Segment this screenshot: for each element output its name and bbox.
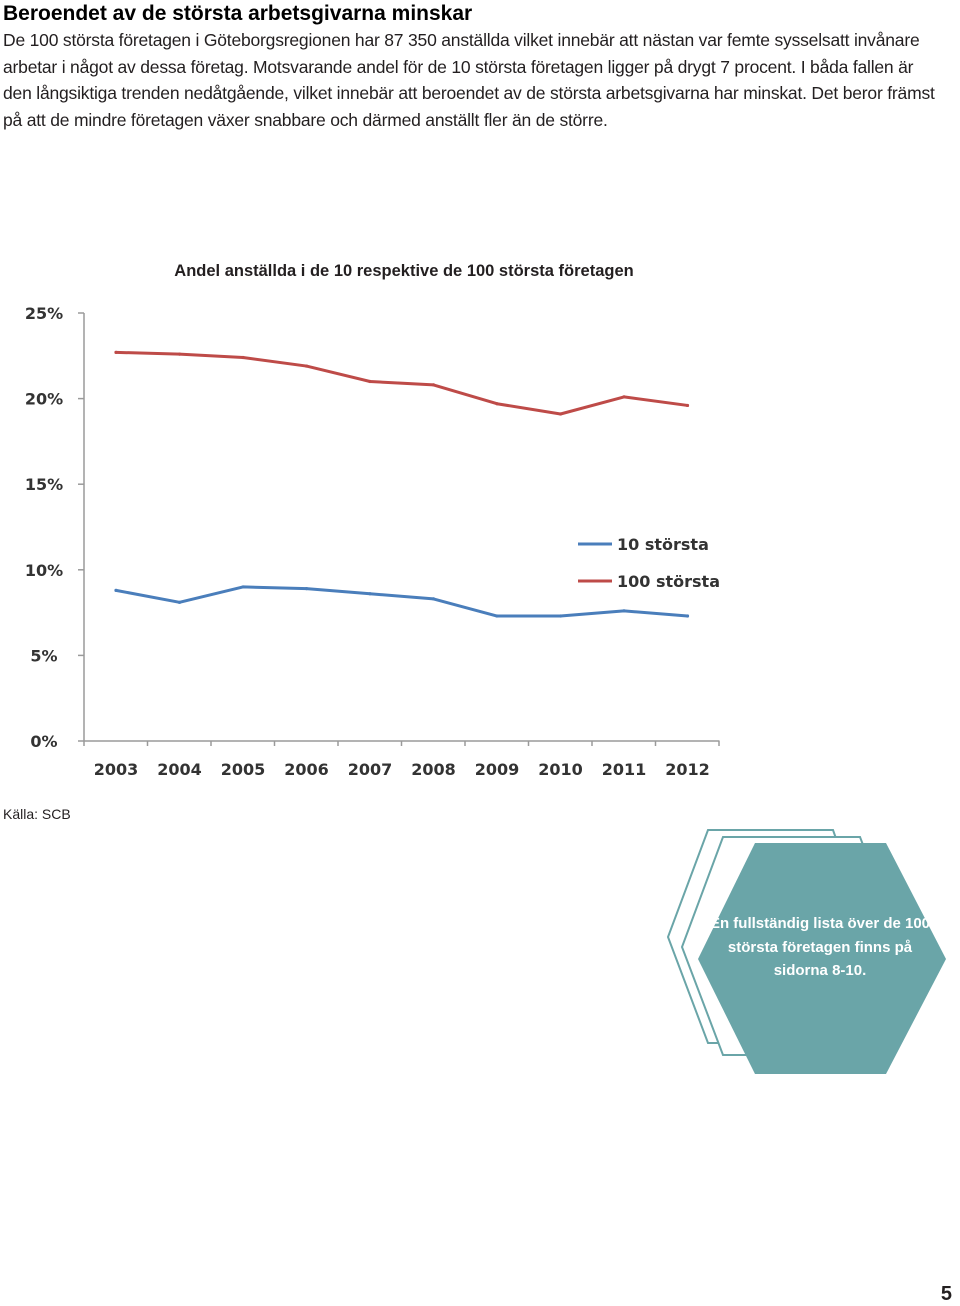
y-tick-label: 15% [24, 475, 64, 495]
data-point-10-största [178, 601, 181, 604]
y-tick-label: 20% [24, 389, 64, 409]
y-tick-label: 0% [30, 732, 58, 751]
intro-paragraph: De 100 största företagen i Göteborgsregionen har 87 350 anställda vilket innebär att nästan var femte sysselsatt invånare arbetar i något av dessa företag. Motsvarande andel för de 10 största företagen ligger på drygt 7 procent. I båda fallen är den långsiktiga trenden nedåtgående, vilket innebär att beroendet av de största arbetsgivarna har minskat. Det beror främst på att de mindre företagen växer snabbare och därmed anställt fler än de större. [3, 30, 935, 130]
line-chart [0, 240, 760, 790]
y-axis [25, 304, 84, 751]
data-point-100-största [686, 404, 689, 407]
data-point-10-största [559, 614, 562, 617]
chart-title: Andel anställda i de 10 respektive de 100 största företagen [174, 262, 634, 280]
x-tick-label: 2010 [538, 760, 583, 779]
data-point-10-största [432, 597, 435, 600]
x-axis [84, 741, 720, 779]
x-tick-label: 2012 [665, 760, 710, 779]
data-point-100-största [559, 412, 562, 415]
x-tick-label: 2004 [157, 760, 202, 779]
legend [578, 535, 720, 591]
data-point-100-största [114, 351, 117, 354]
legend-label: 100 största [617, 572, 720, 591]
data-point-100-största [495, 402, 498, 405]
x-tick-label: 2011 [601, 760, 647, 779]
source-note: Källa: SCB [3, 806, 71, 822]
data-point-100-största [305, 364, 308, 367]
series-line-100-största [116, 352, 688, 414]
series-line-10-största [116, 587, 688, 616]
data-point-100-största [622, 395, 625, 398]
x-tick-label: 2005 [220, 760, 266, 779]
y-tick-label: 10% [24, 560, 64, 580]
data-point-10-största [622, 609, 625, 612]
data-point-10-största [305, 587, 308, 590]
x-tick-label: 2007 [347, 760, 393, 779]
data-point-10-största [495, 614, 498, 617]
section-heading: Beroendet av de största arbetsgivarna minskar [3, 2, 473, 25]
data-point-100-största [432, 383, 435, 386]
series-layer [114, 351, 689, 618]
y-tick-label: 5% [30, 646, 58, 666]
callout-text: En fullständig lista över de 100 största företagen finns på sidorna 8-10. [709, 915, 931, 979]
x-tick-label: 2009 [474, 760, 520, 779]
page-number: 5 [940, 1283, 952, 1305]
data-point-10-största [241, 585, 244, 588]
data-point-100-största [241, 356, 244, 359]
data-point-10-största [114, 589, 117, 592]
data-point-10-största [368, 592, 371, 595]
legend-label: 10 största [617, 535, 709, 554]
data-point-100-största [368, 380, 371, 383]
x-tick-label: 2008 [411, 760, 456, 779]
x-tick-label: 2003 [93, 760, 139, 779]
x-tick-label: 2006 [284, 760, 329, 779]
data-point-10-största [686, 614, 689, 617]
y-tick-label: 25% [24, 304, 64, 323]
data-point-100-största [178, 352, 181, 355]
